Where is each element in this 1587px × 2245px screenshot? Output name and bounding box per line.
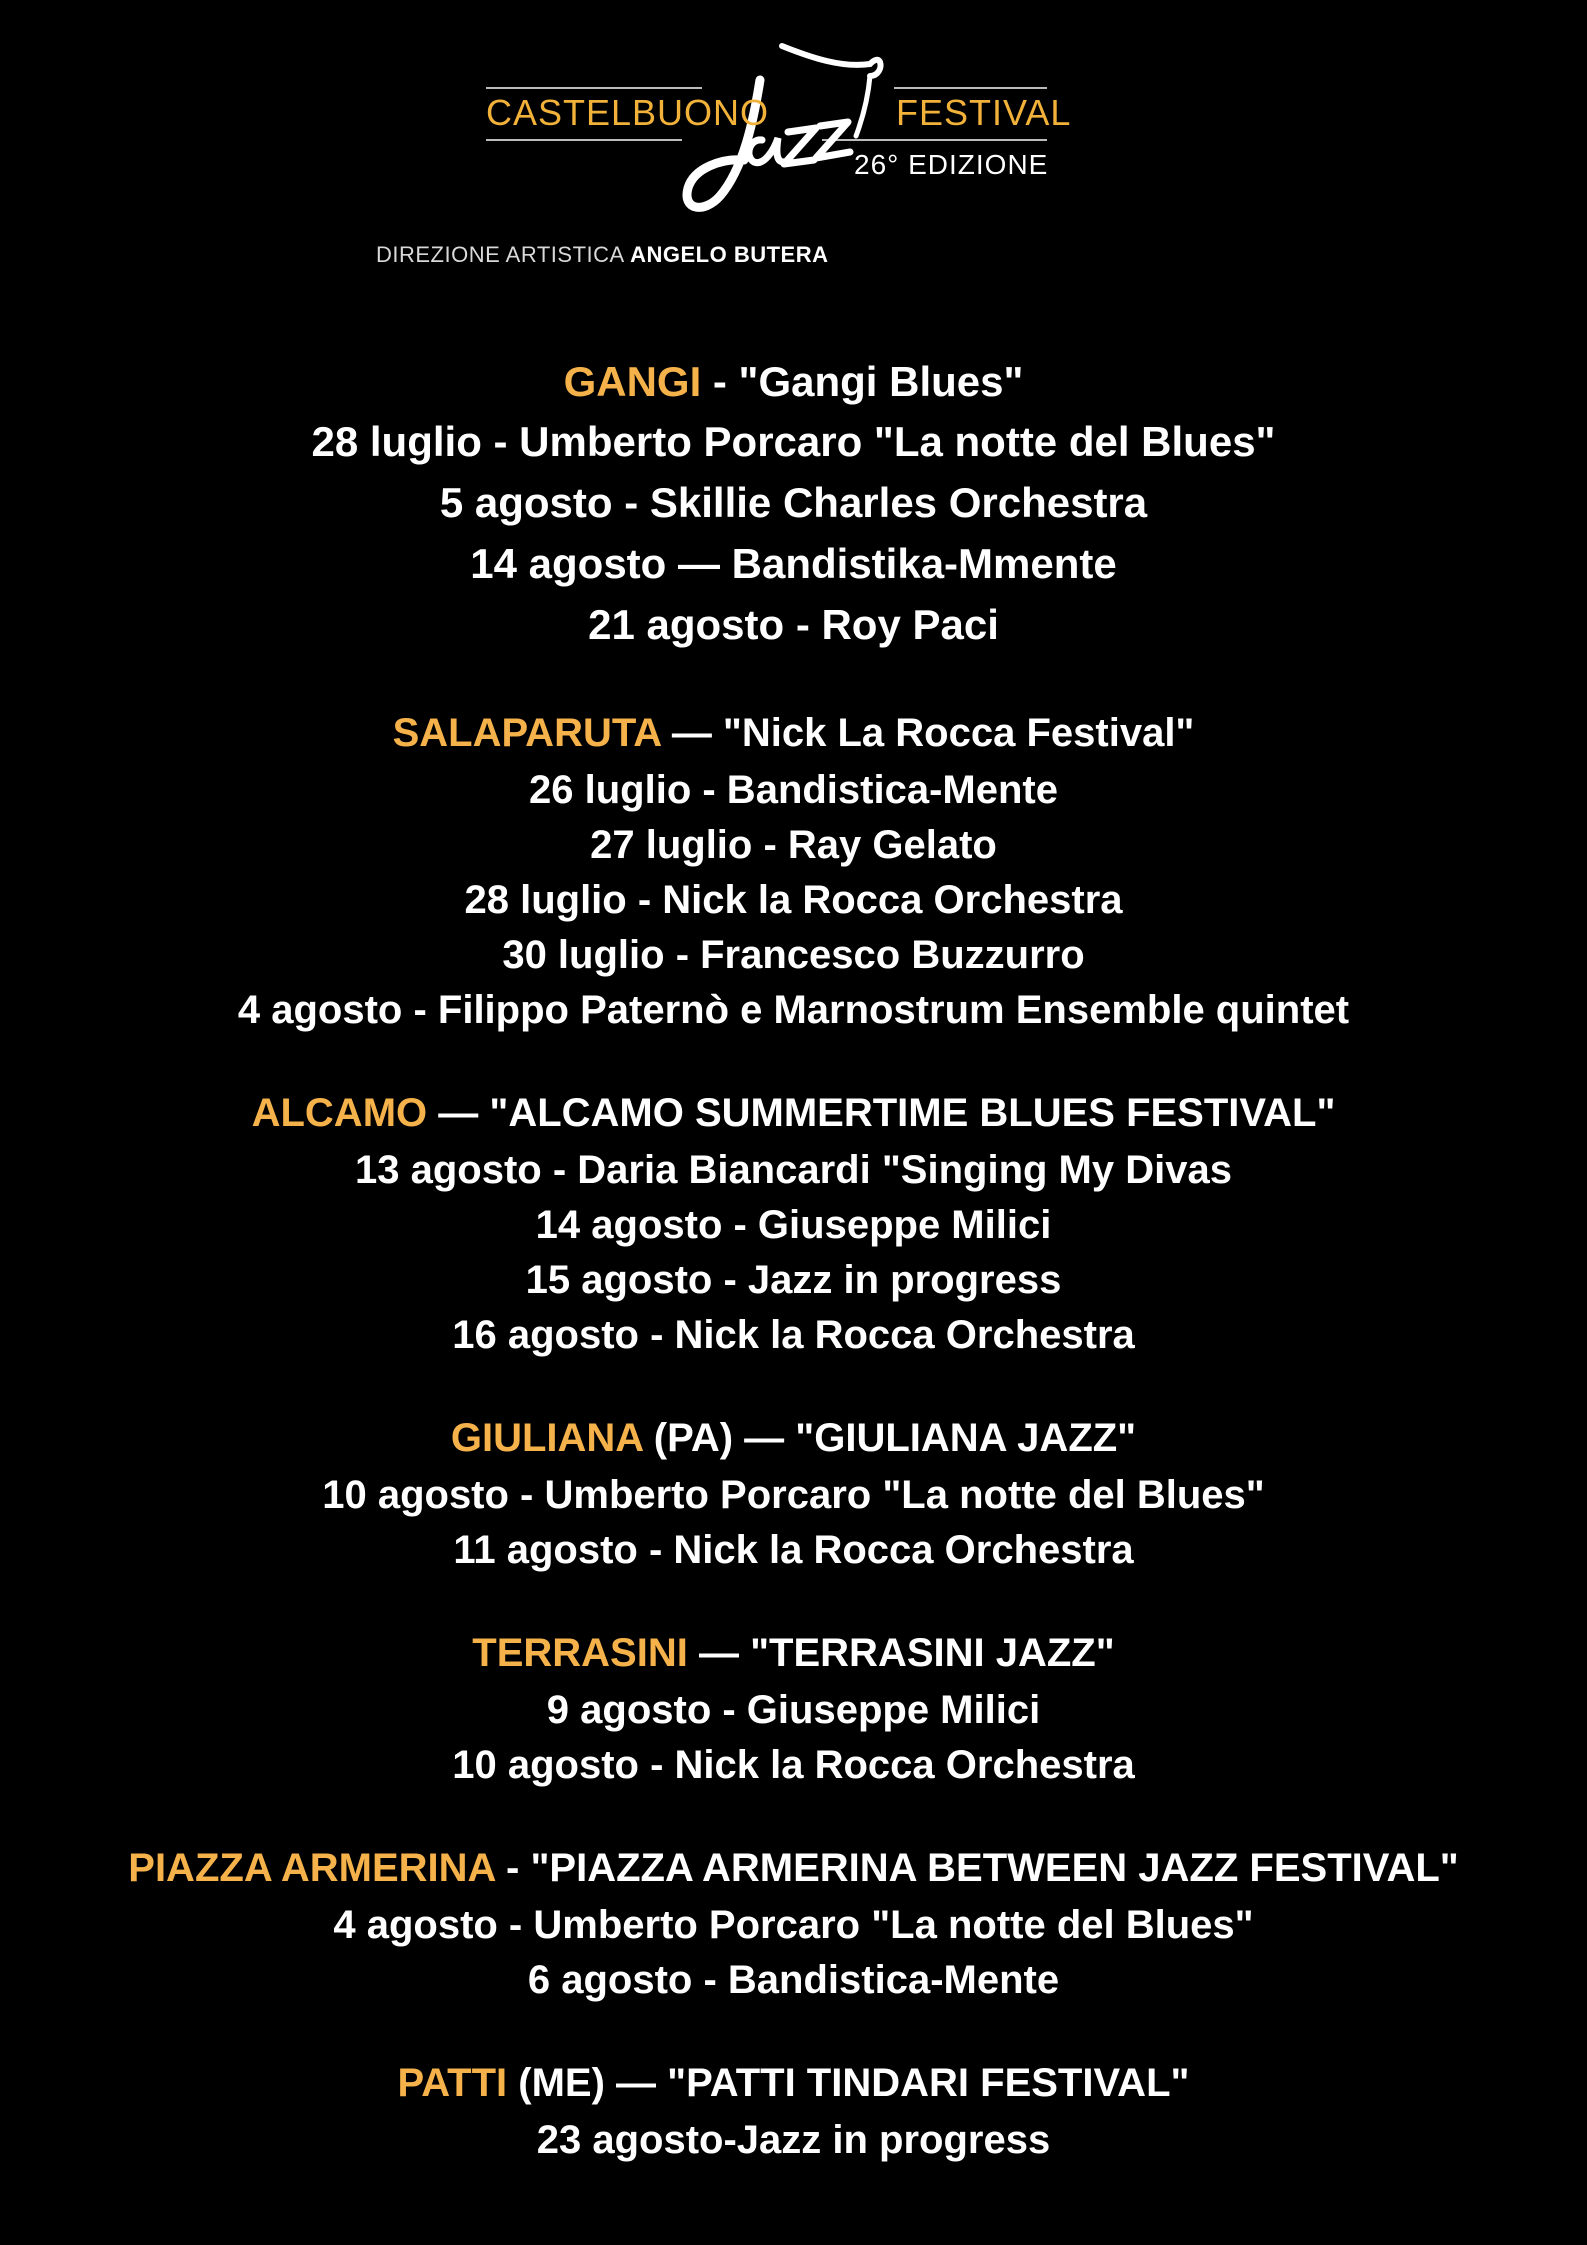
- logo-edition: 26° EDIZIONE: [854, 149, 1049, 180]
- event-line: 30 luglio - Francesco Buzzurro: [502, 933, 1085, 977]
- festival-program: [0, 353, 1587, 2168]
- event-line: 15 agosto - Jazz in progress: [525, 1258, 1062, 1302]
- director-name: ANGELO BUTERA: [630, 242, 829, 267]
- venue-section: [0, 1408, 1587, 1578]
- venue-header: [0, 1083, 1587, 1143]
- section-spacer: [0, 2008, 1587, 2053]
- venue-header: [0, 2053, 1587, 2113]
- event-line: 16 agosto - Nick la Rocca Orchestra: [452, 1313, 1135, 1357]
- venue-town: ALCAMO: [251, 1091, 428, 1135]
- venue-town: PIAZZA ARMERINA: [128, 1846, 495, 1890]
- venue-festival-name: — "ALCAMO SUMMERTIME BLUES FESTIVAL": [427, 1091, 1336, 1135]
- venue-header: [0, 703, 1587, 763]
- venue-section: [0, 353, 1587, 655]
- section-spacer: [0, 1793, 1587, 1838]
- venue-section: [0, 1083, 1587, 1363]
- venue-header: [0, 1623, 1587, 1683]
- venue-festival-name: — "TERRASINI JAZZ": [687, 1631, 1115, 1675]
- event-line: 10 agosto - Umberto Porcaro "La notte del Blues": [322, 1473, 1265, 1517]
- event-line: 23 agosto-Jazz in progress: [536, 2118, 1051, 2162]
- venue-section: [0, 2053, 1587, 2168]
- event-line: 13 agosto - Daria Biancardi "Singing My Divas: [355, 1148, 1232, 1192]
- venue-town: GANGI: [563, 358, 702, 405]
- event-line: 28 luglio - Nick la Rocca Orchestra: [464, 878, 1123, 922]
- event-line: 14 agosto - Giuseppe Milici: [535, 1203, 1052, 1247]
- logo-right-text: FESTIVAL: [896, 92, 1072, 133]
- artistic-direction: [376, 242, 829, 268]
- event-line: 5 agosto - Skillie Charles Orchestra: [439, 479, 1148, 526]
- section-spacer: [0, 1363, 1587, 1408]
- venue-town: PATTI: [397, 2061, 508, 2105]
- venue-festival-name: - "PIAZZA ARMERINA BETWEEN JAZZ FESTIVAL": [494, 1846, 1459, 1890]
- direction-prefix: DIREZIONE ARTISTICA: [376, 242, 624, 267]
- event-line: 28 luglio - Umberto Porcaro "La notte del Blues": [311, 418, 1276, 465]
- event-line: 10 agosto - Nick la Rocca Orchestra: [452, 1743, 1135, 1787]
- festival-logo: [482, 28, 1072, 218]
- venue-header: [0, 1408, 1587, 1468]
- section-spacer: [0, 1038, 1587, 1083]
- venue-town: TERRASINI: [472, 1631, 688, 1675]
- event-line: 11 agosto - Nick la Rocca Orchestra: [453, 1528, 1134, 1572]
- venue-festival-name: (PA) — "GIULIANA JAZZ": [642, 1416, 1137, 1460]
- venue-festival-name: — "Nick La Rocca Festival": [660, 711, 1195, 755]
- venue-section: [0, 1838, 1587, 2008]
- venue-section: [0, 1623, 1587, 1793]
- event-line: 21 agosto - Roy Paci: [588, 601, 999, 648]
- venue-festival-name: (ME) — "PATTI TINDARI FESTIVAL": [507, 2061, 1190, 2105]
- event-line: 9 agosto - Giuseppe Milici: [546, 1688, 1041, 1732]
- logo-left-text: CASTELBUONO: [486, 92, 770, 133]
- event-line: 26 luglio - Bandistica-Mente: [529, 768, 1058, 812]
- event-line: 4 agosto - Filippo Paternò e Marnostrum Ensemble quintet: [237, 988, 1350, 1032]
- venue-header: [0, 353, 1587, 411]
- venue-section: [0, 703, 1587, 1038]
- event-line: 4 agosto - Umberto Porcaro "La notte del Blues": [333, 1903, 1254, 1947]
- section-spacer: [0, 655, 1587, 703]
- event-line: 14 agosto — Bandistika-Mmente: [470, 540, 1117, 587]
- event-line: 6 agosto - Bandistica-Mente: [527, 1958, 1060, 2002]
- venue-festival-name: - "Gangi Blues": [701, 358, 1024, 405]
- venue-town: SALAPARUTA: [392, 711, 661, 755]
- event-line: 27 luglio - Ray Gelato: [590, 823, 997, 867]
- section-spacer: [0, 1578, 1587, 1623]
- venue-town: GIULIANA: [450, 1416, 643, 1460]
- venue-header: [0, 1838, 1587, 1898]
